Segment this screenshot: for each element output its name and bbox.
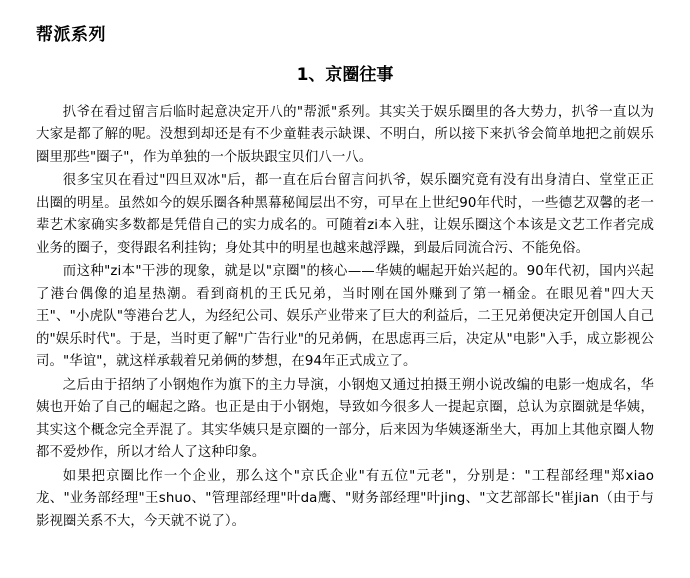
paragraph: 扒爷在看过留言后临时起意决定开八的"帮派"系列。其实关于娱乐圈里的各大势力，扒爷一直以为大家是都了解的呢。没想到却还是有不少童鞋表示缺课、不明白，所以接下来扒爷会简单地把之前娱乐圈里那些"圈子"，作为单独的一个版块跟宝贝们八一八。 (36, 104, 654, 165)
paragraph: 如果把京圈比作一个企业，那么这个"京氏企业"有五位"元老"，分别是："工程部经理"郑xiao龙、"业务部经理"王shuo、"管理部经理"叶da鹰、"财务部经理"叶jing、"文艺部部长"崔jian（由于与影视圈关系不大，今天就不说了）。 (36, 468, 654, 529)
page-title: 帮派系列 (36, 25, 106, 45)
section-heading: 1、京圈往事 (296, 65, 394, 86)
paragraph: 之后由于招纳了小钢炮作为旗下的主力导演，小钢炮又通过拍摄王朔小说改编的电影一炮成名，华姨也开始了自己的崛起之路。也正是由于小钢炮，导致如今很多人一提起京圈，总认为京圈就是华姨，其实这个概念完全弄混了。其实华姨只是京圈的一部分，后来因为华姨逐渐坐大，再加上其他京圈人物都不爱炒作，所以才给人了这种印象。 (36, 377, 654, 461)
document-body (36, 102, 654, 534)
paragraph: 而这种"zi本"干涉的现象，就是以"京圈"的核心——华姨的崛起开始兴起的。90年代初，国内兴起了港台偶像的追星热潮。看到商机的王氏兄弟，当时刚在国外赚到了第一桶金。在眼见着"四大天王"、"小虎队"等港台艺人，为经纪公司、娱乐产业带来了巨大的利益后，二王兄弟便决定开创国人自己的"娱乐时代"。于是，当时更了解"广告行业"的兄弟俩，在思虑再三后，决定从"电影"入手，成立影视公司。"华谊"，就这样承载着兄弟俩的梦想，在94年正式成立了。 (36, 264, 654, 370)
paragraph: 很多宝贝在看过"四旦双冰"后，都一直在后台留言问扒爷，娱乐圈究竟有没有出身清白、堂堂正正出圈的明星。虽然如今的娱乐圈各种黑幕秘闻层出不穷，可早在上世纪90年代时，一些德艺双馨的老一辈艺术家确实多数都是凭借自己的实力成名的。可随着zi本入驻，让娱乐圈这个本该是文艺工作者完成业务的圈子，变得跟名利挂钩；身处其中的明星也越来越浮躁，到最后同流合污、不能免俗。 (36, 173, 654, 256)
